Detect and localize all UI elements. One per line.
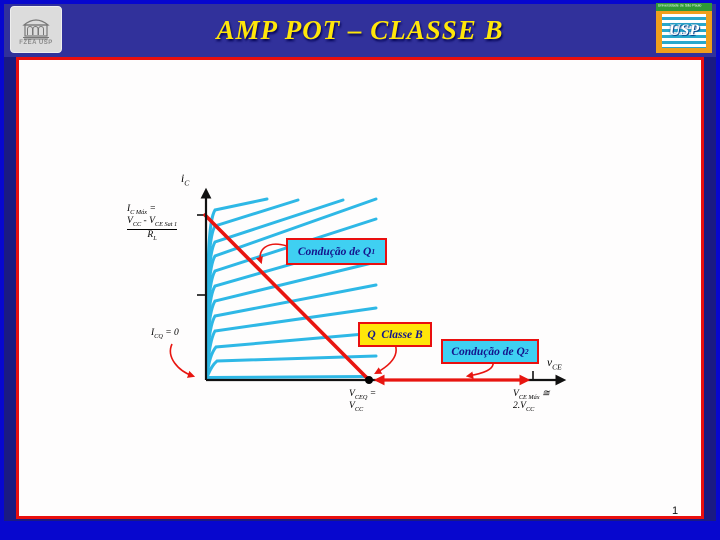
q-classe-b-callout: Q Classe B (358, 322, 432, 347)
icq-zero-label: $I_{CQ} = 0$ (151, 328, 179, 340)
x-axis-label: $v_{CE}$ (547, 357, 562, 372)
page-number: 1 (672, 505, 679, 517)
university-building-icon (20, 14, 52, 40)
y-axis-label: $i_C$ (181, 173, 190, 188)
usp-acronym-box (662, 14, 706, 48)
vceq-label: $V_{CEQ}$ = $V_{CC}$ (349, 389, 377, 413)
slide-body (16, 57, 704, 519)
vce-max-label: $V_{CE Máx}$ ≅ $2.V_{CC}$ (513, 389, 550, 413)
conducao-q2-callout: Condução de Q 2 (441, 339, 539, 364)
fzea-usp-caption: FZEA USP (19, 39, 53, 46)
usp-banner: Universidade de São Paulo (656, 3, 712, 11)
slide-header (4, 4, 716, 57)
transistor-curves (207, 199, 376, 378)
ic-max-label: $I_{C Máx}$ = $V_{CC} - V_{CE Sat 1}$ $R_L$ (127, 204, 178, 242)
conducao-q1-callout: Condução de Q 1 (286, 238, 387, 265)
slide-title: AMP POT – CLASSE B (216, 15, 504, 45)
usp-acronym: USP (668, 22, 700, 39)
characteristics-graph (19, 60, 701, 516)
fzea-usp-logo (10, 6, 62, 53)
usp-logo (656, 3, 712, 53)
q-operating-point (365, 376, 373, 384)
bottom-strip (4, 521, 716, 536)
